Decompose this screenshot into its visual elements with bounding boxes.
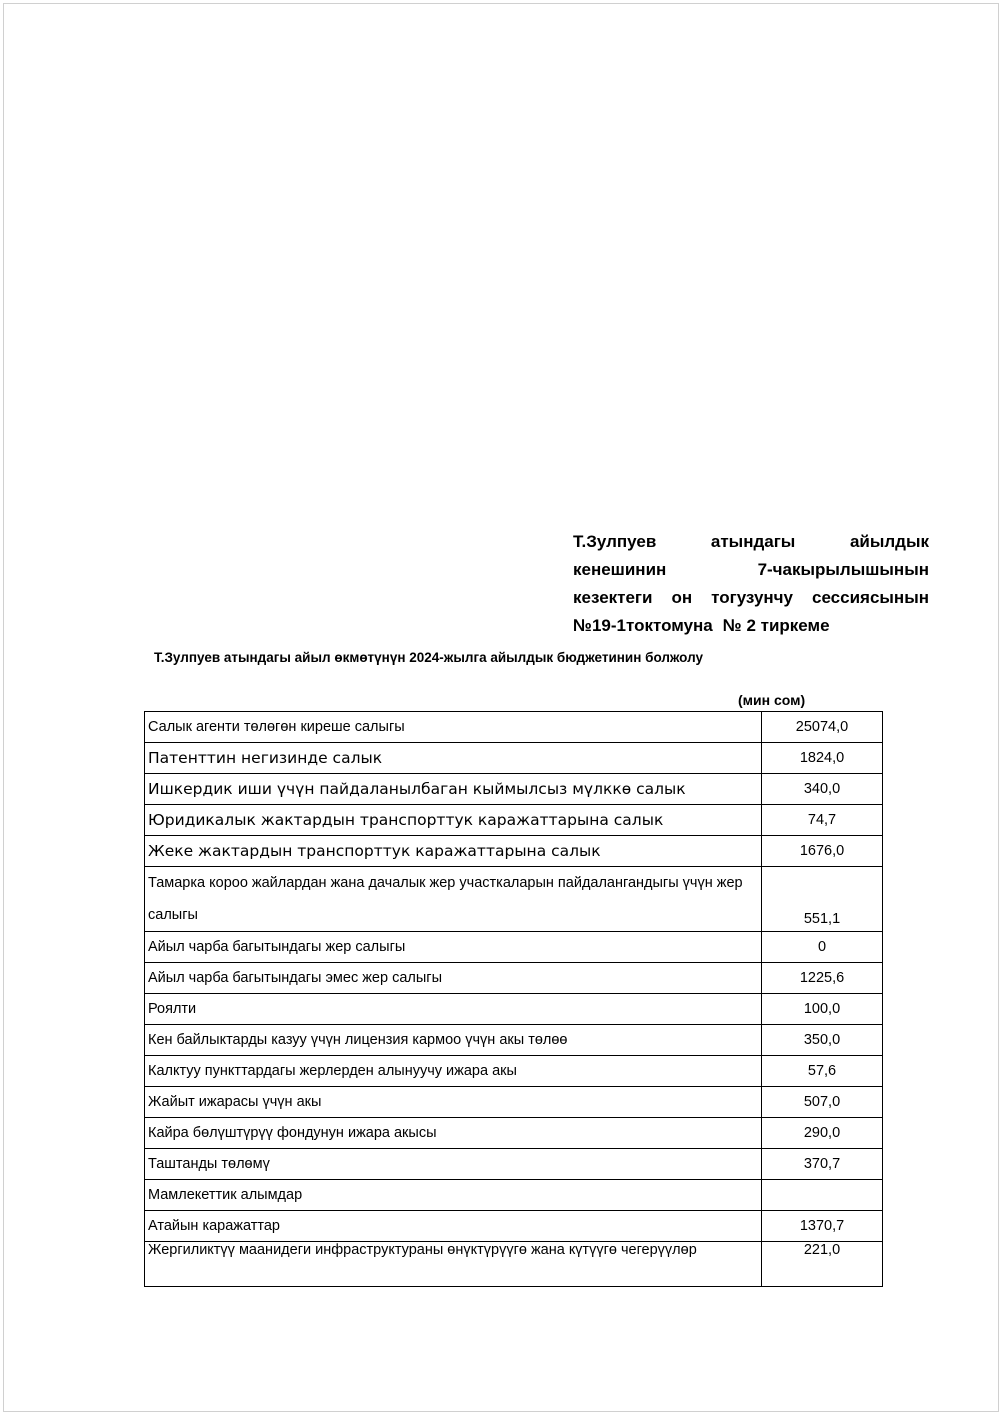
table-row <box>145 1211 883 1242</box>
table-row <box>145 1056 883 1087</box>
row-value: 1370,7 <box>762 1211 883 1242</box>
row-label: Тамарка короо жайлардан жана дачалык жер участкаларын пайдалангандыгы үчүн жер салыгы <box>145 867 762 932</box>
header-word: № 2 тиркеме <box>722 616 830 635</box>
document-title: Т.Зулпуев атындагы айыл өкмөтүнүн 2024-жылга айылдык бюджетинин болжолу <box>154 650 703 665</box>
row-label: Жергиликтүү маанидеги инфраструктураны өнүктүрүүгө жана күтүүгө чегерүүлөр <box>145 1242 762 1287</box>
header-word: айылдык <box>849 532 929 551</box>
table-row <box>145 774 883 805</box>
row-label: Атайын каражаттар <box>145 1211 762 1242</box>
table-row <box>145 1180 883 1211</box>
table-row <box>145 1025 883 1056</box>
row-label: Роялти <box>145 994 762 1025</box>
row-label: Калктуу пункттардагы жерлерден алынуучу ижара акы <box>145 1056 762 1087</box>
budget-table-body <box>145 712 883 1287</box>
header-line <box>573 528 929 556</box>
row-label: Айыл чарба багытындагы жер салыгы <box>145 932 762 963</box>
row-value: 74,7 <box>762 805 883 836</box>
row-label: Таштанды төлөмү <box>145 1149 762 1180</box>
table-row <box>145 1242 883 1287</box>
header-word: Т.Зулпуев <box>573 532 657 551</box>
budget-table <box>144 711 883 1287</box>
row-label: Салык агенти төлөгөн киреше салыгы <box>145 712 762 743</box>
table-row <box>145 836 883 867</box>
table-row <box>145 994 883 1025</box>
row-value <box>762 1180 883 1211</box>
table-row <box>145 743 883 774</box>
header-word: тогузунчу <box>711 588 793 607</box>
row-label: Кен байлыктарды казуу үчүн лицензия кармоо үчүн акы төлөө <box>145 1025 762 1056</box>
unit-label: (мин сом) <box>738 692 806 708</box>
table-row <box>145 932 883 963</box>
header-word: №19-1токтомуна <box>573 616 713 635</box>
row-label: Жайыт ижарасы үчүн акы <box>145 1087 762 1118</box>
row-label: Ишкердик иши үчүн пайдаланылбаган кыймылсыз мүлккө салык <box>145 774 762 805</box>
header-word: он <box>671 588 693 607</box>
row-label: Кайра бөлүштүрүү фондунун ижара акысы <box>145 1118 762 1149</box>
table-row <box>145 963 883 994</box>
row-value: 0 <box>762 932 883 963</box>
row-value: 507,0 <box>762 1087 883 1118</box>
table-row <box>145 805 883 836</box>
header-line <box>573 612 929 640</box>
table-row <box>145 712 883 743</box>
row-label: Патенттин негизинде салык <box>145 743 762 774</box>
row-label: Айыл чарба багытындагы эмес жер салыгы <box>145 963 762 994</box>
appendix-header <box>573 528 929 640</box>
header-line <box>573 556 929 584</box>
table-row <box>145 1087 883 1118</box>
row-value: 57,6 <box>762 1056 883 1087</box>
table-row <box>145 867 883 932</box>
header-word: 7-чакырылышынын <box>757 560 929 579</box>
row-value: 350,0 <box>762 1025 883 1056</box>
row-value: 1824,0 <box>762 743 883 774</box>
row-label: Мамлекеттик алымдар <box>145 1180 762 1211</box>
header-word: кезектеги <box>573 588 653 607</box>
row-label: Жеке жактардын транспорттук каражаттарына салык <box>145 836 762 867</box>
row-label: Юридикалык жактардын транспорттук каражаттарына салык <box>145 805 762 836</box>
row-value: 370,7 <box>762 1149 883 1180</box>
row-value: 290,0 <box>762 1118 883 1149</box>
row-value: 1225,6 <box>762 963 883 994</box>
header-word: атындагы <box>710 532 796 551</box>
header-line <box>573 584 929 612</box>
row-value: 551,1 <box>762 867 883 932</box>
header-word: сессиясынын <box>812 588 929 607</box>
row-value: 25074,0 <box>762 712 883 743</box>
row-value: 100,0 <box>762 994 883 1025</box>
row-value: 221,0 <box>762 1242 883 1287</box>
row-value: 1676,0 <box>762 836 883 867</box>
table-row <box>145 1118 883 1149</box>
row-value: 340,0 <box>762 774 883 805</box>
table-row <box>145 1149 883 1180</box>
header-word: кенешинин <box>573 560 667 579</box>
